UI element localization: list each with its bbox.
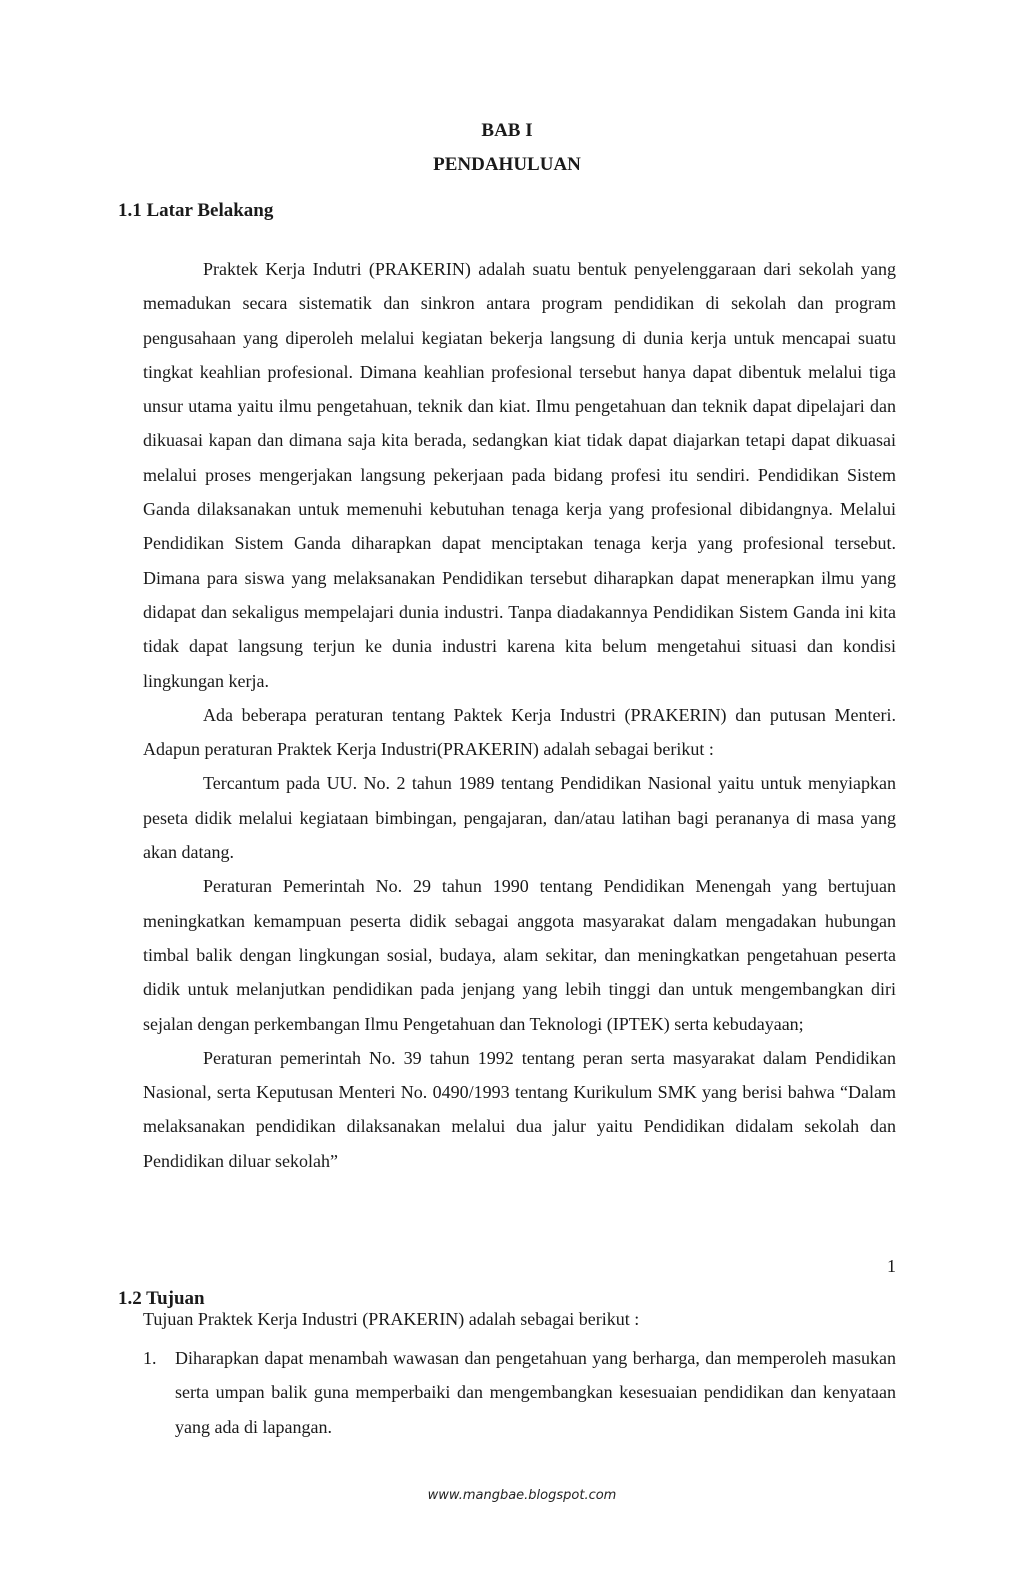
chapter-title: PENDAHULUAN: [433, 154, 581, 175]
footer-url: www.mangbae.blogspot.com: [427, 1488, 617, 1503]
page-number: 1: [887, 1256, 896, 1276]
paragraph: Peraturan Pemerintah No. 29 tahun 1990 tentang Pendidikan Menengah yang bertujuan meningkatkan kemampuan peserta didik sebagai anggota masyarakat dalam mengadakan hubungan timbal balik dengan lingkungan sosial, budaya, alam sekitar, dan meningkatkan pengetahuan peserta didik untuk melanjutkan pendidikan pada jenjang yang lebih tinggi dan untuk mengembangkan diri sejalan dengan perkembangan Ilmu Pengetahuan dan Teknologi (IPTEK) serta kebudayaan;: [143, 876, 896, 1034]
section-heading-tujuan: 1.2 Tujuan: [118, 1288, 205, 1309]
section-body-latar-belakang: [143, 252, 896, 1178]
list-item: [143, 1341, 896, 1444]
paragraph: Tercantum pada UU. No. 2 tahun 1989 tentang Pendidikan Nasional yaitu untuk menyiapkan peseta didik melalui kegiataan bimbingan, pengajaran, dan/atau latihan bagi perananya di masa yang akan datang.: [143, 773, 896, 863]
section-heading-latar-belakang: 1.1 Latar Belakang: [118, 200, 274, 221]
section-intro-tujuan: Tujuan Praktek Kerja Industri (PRAKERIN) adalah sebagai berikut :: [143, 1309, 640, 1329]
paragraph: Peraturan pemerintah No. 39 tahun 1992 tentang peran serta masyarakat dalam Pendidikan Nasional, serta Keputusan Menteri No. 0490/1993 tentang Kurikulum SMK yang berisi bahwa “Dalam melaksanakan pendidikan dilaksanakan melalui dua jalur yaitu Pendidikan didalam sekolah dan Pendidikan diluar sekolah”: [143, 1047, 896, 1171]
paragraph: Ada beberapa peraturan tentang Paktek Kerja Industri (PRAKERIN) dan putusan Menteri. Adapun peraturan Praktek Kerja Industri(PRAKERIN) adalah sebagai berikut :: [143, 704, 896, 760]
tujuan-list: [143, 1341, 896, 1444]
list-item-number: 1.: [143, 1348, 157, 1368]
chapter-number: BAB I: [481, 120, 533, 141]
paragraph: Praktek Kerja Indutri (PRAKERIN) adalah suatu bentuk penyelenggaraan dari sekolah yang memadukan secara sistematik dan sinkron antara program pendidikan di sekolah dan program pengusahaan yang diperoleh melalui kegiatan bekerja langsung di dunia kerja untuk mencapai suatu tingkat keahlian profesional. Dimana keahlian profesional tersebut hanya dapat dibentuk melalui tiga unsur utama yaitu ilmu pengetahuan, teknik dan kiat. Ilmu pengetahuan dan teknik dapat dipelajari dan dikuasai kapan dan dimana saja kita berada, sedangkan kiat tidak dapat diajarkan tetapi dapat dikuasai melalui proses mengerjakan langsung pekerjaan pada bidang profesi itu sendiri. Pendidikan Sistem Ganda dilaksanakan untuk memenuhi kebutuhan tenaga kerja yang profesional dibidangnya. Melalui Pendidikan Sistem Ganda diharapkan dapat menciptakan tenaga kerja yang profesional tersebut. Dimana para siswa yang melaksanakan Pendidikan tersebut diharapkan dapat menerapkan ilmu yang didapat dan sekaligus mempelajari dunia industri. Tanpa diadakannya Pendidikan Sistem Ganda ini kita tidak dapat langsung terjun ke dunia industri karena kita belum mengetahui situasi dan kondisi lingkungan kerja.: [143, 259, 896, 691]
list-item-text: Diharapkan dapat menambah wawasan dan pengetahuan yang berharga, dan memperoleh masukan serta umpan balik guna memperbaiki dan mengembangkan kesesuaian pendidikan dan kenyataan yang ada di lapangan.: [175, 1348, 896, 1437]
